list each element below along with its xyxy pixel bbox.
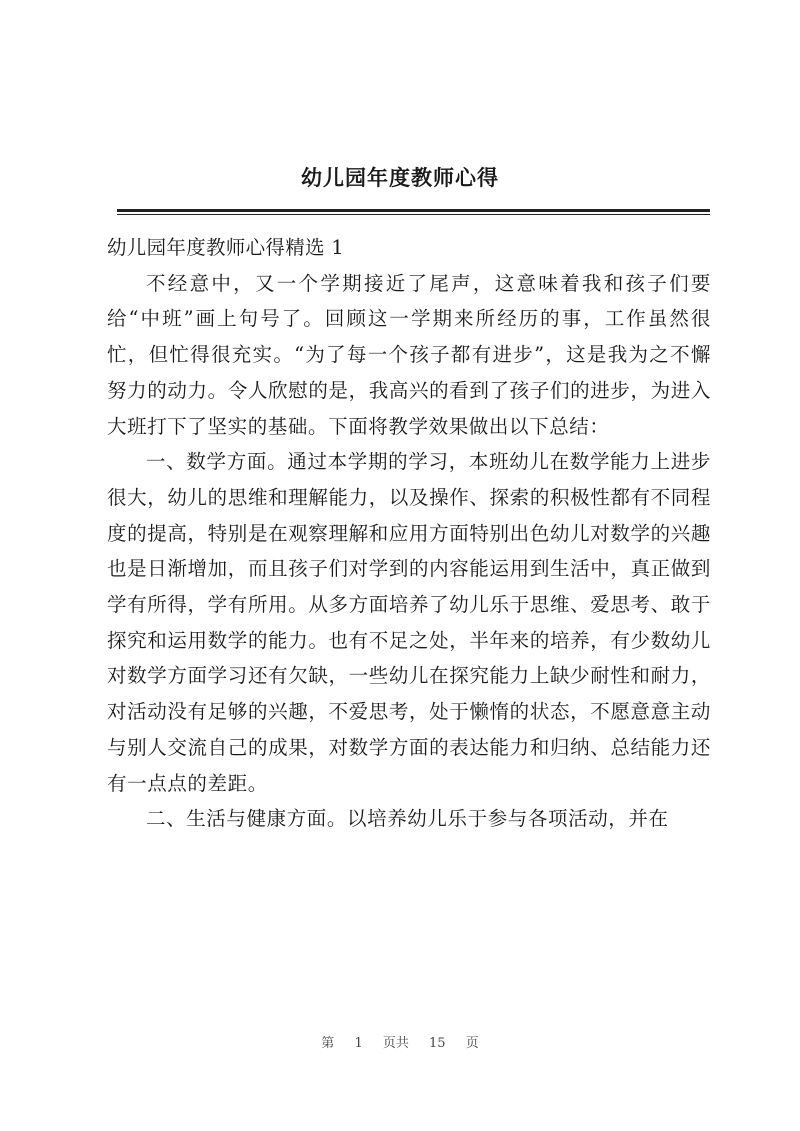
page-footer [0, 1032, 800, 1051]
paragraph-intro: 不经意中，又一个学期接近了尾声，这意味着我和孩子们要给“中班”画上句号了。回顾这一学期来所经历的事，工作虽然很忙，但忙得很充实。“为了每一个孩子都有进步”，这是我为之不懈努力的动力。令人欣慰的是，我高兴的看到了孩子们的进步，为进入大班打下了坚实的基础。下面将教学效果做出以下总结： [107, 271, 711, 438]
footer-middle: 页共 [382, 1036, 409, 1051]
section-heading: 幼儿园年度教师心得精选 1 [107, 236, 345, 259]
paragraph-life-health: 二、生活与健康方面。以培养幼儿乐于参与各项活动，并在 [146, 807, 669, 831]
title-rule-thick [117, 209, 710, 212]
footer-suffix: 页 [465, 1036, 479, 1051]
footer-prefix: 第 [321, 1036, 335, 1051]
paragraph-math: 一、数学方面。通过本学期的学习，本班幼儿在数学能力上进步很大，幼儿的思维和理解能力，以及操作、探索的积极性都有不同程度的提高，特别是在观察理解和应用方面特别出色幼儿对数学的兴趣也是日渐增加，而且孩子们对学到的内容能运用到生活中，真正做到学有所得，学有所用。从多方面培养了幼儿乐于思维、爱思考、敢于探究和运用数学的能力。也有不足之处，半年来的培养，有少数幼儿对数学方面学习还有欠缺，一些幼儿在探究能力上缺少耐性和耐力，对活动没有足够的兴趣，不爱思考，处于懒惰的状态，不愿意意主动与别人交流自己的成果，对数学方面的表达能力和归纳、总结能力还有一点点的差距。 [107, 450, 711, 795]
document-title: 幼儿园年度教师心得 [301, 166, 499, 190]
footer-page-number: 1 [354, 1036, 363, 1051]
document-body [107, 230, 711, 837]
footer-total-pages: 15 [429, 1036, 446, 1051]
title-rule-thin [117, 214, 710, 215]
